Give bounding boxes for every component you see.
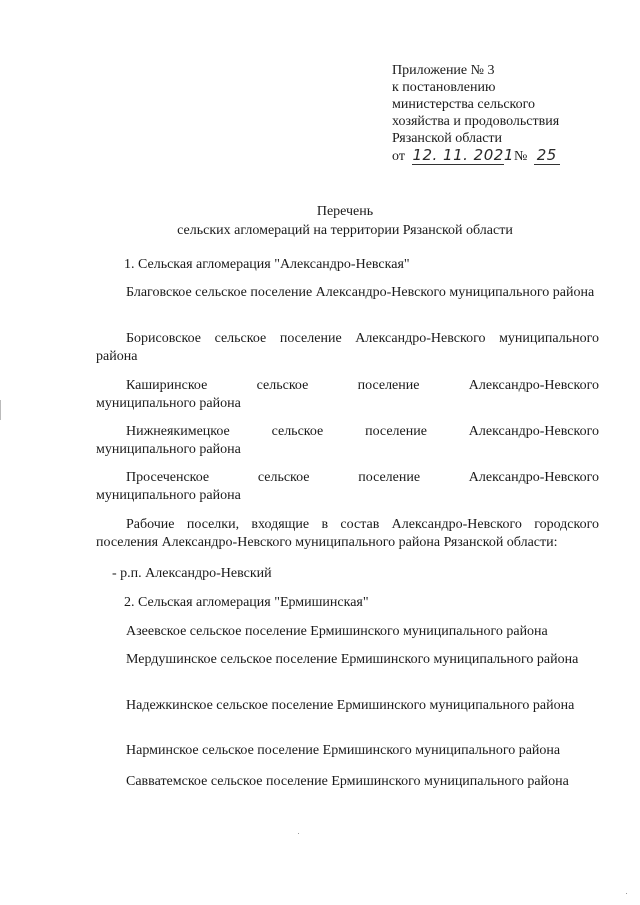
list-item: - р.п. Александро-Невский xyxy=(112,566,272,581)
word: Александро-Невского xyxy=(468,424,599,439)
list-item xyxy=(96,423,599,459)
list-item: Рабочие поселки, входящие в состав Александро-Невского городского поселения Александро-Невского муниципального района Рязанской области: xyxy=(96,517,599,550)
appendix-line: министерства сельского xyxy=(392,97,536,112)
list-item: Надежкинское сельское поселение Ермишинского муниципального района xyxy=(126,698,575,713)
word: поселение xyxy=(357,378,420,393)
appendix-number: Приложение № 3 xyxy=(392,63,495,78)
appendix-date-row xyxy=(392,148,607,165)
list-item-line xyxy=(96,469,599,487)
word: поселение xyxy=(365,424,427,439)
list-item-line: муниципального района xyxy=(96,442,241,457)
word: Александро-Невского xyxy=(468,378,599,393)
list-item: Нарминское сельское поселение Ермишинского муниципального района xyxy=(126,743,561,758)
list-item: Борисовское сельское поселение Александро-Невского муниципального района xyxy=(96,331,599,364)
word: сельское xyxy=(257,470,310,485)
document-title xyxy=(0,202,640,240)
scan-speck xyxy=(298,833,299,834)
scan-speck xyxy=(626,893,627,894)
word: поселение xyxy=(358,470,421,485)
appendix-line: хозяйства и продовольствия xyxy=(392,114,560,129)
word: сельское xyxy=(271,424,324,439)
number-prefix: № xyxy=(513,149,528,164)
list-item: Савватемское сельское поселение Ермишинского муниципального района xyxy=(126,774,569,789)
list-item: Мердушинское сельское поселение Ермишинского муниципального района xyxy=(126,652,579,667)
list-item xyxy=(96,377,599,413)
section-heading: 1. Сельская агломерация "Александро-Невская" xyxy=(124,257,410,272)
title-line: Перечень xyxy=(316,204,374,219)
scan-edge-mark xyxy=(0,400,1,420)
appendix-line: к постановлению xyxy=(392,80,496,95)
list-item-line xyxy=(96,377,599,395)
word: сельское xyxy=(256,378,309,393)
word: Каширинское xyxy=(126,378,208,393)
appendix-line: Рязанской области xyxy=(392,131,503,146)
list-item-line xyxy=(96,423,599,441)
appendix-block xyxy=(392,62,607,165)
word: Александро-Невского xyxy=(468,470,599,485)
date-prefix: от xyxy=(392,149,405,164)
word: Нижнеякимецкое xyxy=(126,424,230,439)
list-item-line: муниципального района xyxy=(96,396,241,411)
handwritten-number: 25 xyxy=(536,146,557,164)
title-subtitle: сельских агломераций на территории Рязанской области xyxy=(177,223,513,238)
section-heading: 2. Сельская агломерация "Ермишинская" xyxy=(124,595,369,610)
handwritten-date: 12. 11. 2021 xyxy=(412,146,514,164)
word: Просеченское xyxy=(126,470,210,485)
list-item: Благовское сельское поселение Александро-Невского муниципального района xyxy=(126,285,595,300)
list-item: Азеевское сельское поселение Ермишинского муниципального района xyxy=(126,624,548,639)
list-item xyxy=(96,469,599,505)
list-item-line: муниципального района xyxy=(96,488,241,503)
